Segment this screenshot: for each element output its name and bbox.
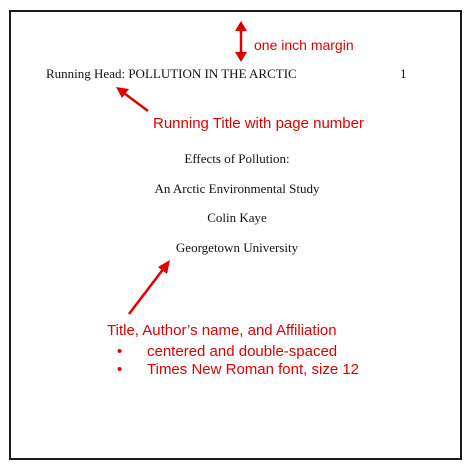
margin-annotation-label: one inch margin	[254, 37, 354, 53]
bullet-text: Times New Roman font, size 12	[147, 361, 360, 378]
running-title-arrow-icon	[116, 87, 148, 111]
annotation-bullet-item	[117, 343, 337, 360]
running-head: Running Head: POLLUTION IN THE ARCTIC	[46, 66, 297, 81]
paper-title-line-1: Effects of Pollution:	[184, 151, 290, 166]
page-number: 1	[400, 66, 407, 81]
title-block-annotation-label: Title, Author’s name, and Affiliation	[107, 322, 337, 339]
bullet-icon: •	[117, 361, 123, 378]
bullet-text: centered and double-spaced	[147, 343, 338, 360]
annotation-bullet-item	[117, 361, 359, 378]
paper-title-line-2: An Arctic Environmental Study	[154, 181, 320, 196]
running-title-annotation-label: Running Title with page number	[153, 115, 364, 132]
margin-double-arrow-icon	[235, 21, 247, 62]
affiliation: Georgetown University	[175, 240, 299, 255]
bullet-icon: •	[117, 343, 123, 360]
title-block-arrow-icon	[129, 260, 170, 314]
author-name: Colin Kaye	[207, 210, 267, 225]
